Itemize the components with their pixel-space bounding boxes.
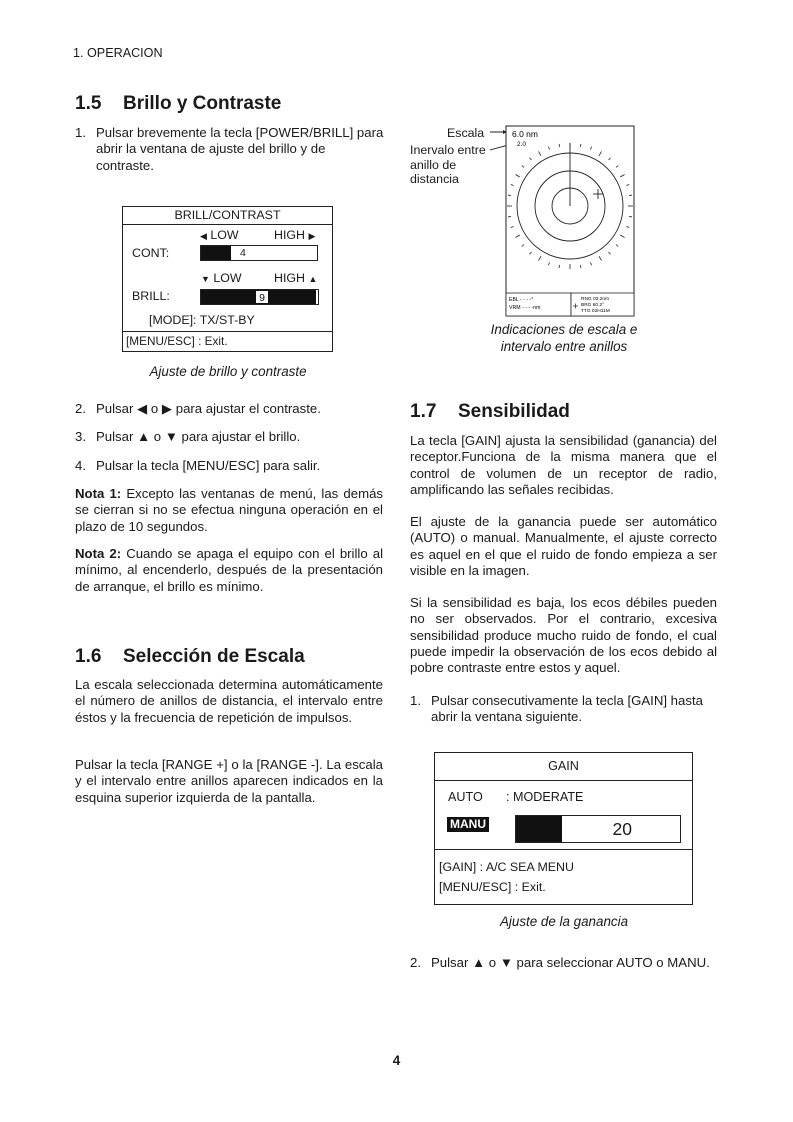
vrm-readout: VRM - - - -nm [509, 305, 541, 311]
section-1-5-heading [75, 93, 281, 115]
cont-high-hint: HIGH ▶ [274, 228, 316, 242]
gain-value: 20 [612, 819, 632, 839]
left-arrow-icon: ◀ [137, 401, 148, 416]
bearing-tick [508, 195, 511, 196]
step-1-5-4 [75, 458, 385, 474]
s16-paragraph-2: Pulsar la tecla [RANGE +] o la [RANGE -]. La escala y el intervalo entre anillos aparecen indicados en la esquina superior izquierda de la pantalla. [75, 757, 383, 805]
right-arrow-icon: ▶ [161, 401, 173, 416]
brg-readout: BRG 60.2° [581, 303, 604, 308]
step-number: 3. [75, 429, 86, 444]
radar-caption: Indicaciones de escala e intervalo entre anillos [490, 322, 638, 354]
manu-option-selected[interactable]: MANU [447, 817, 489, 832]
ebl-readout: EBL - - - -° [509, 297, 534, 303]
step-number: 1. [410, 693, 421, 708]
note-1-text: Excepto las ventanas de menú, las demás se cierran si no se efectua ninguna operación en el plazo de 10 segundos. [75, 486, 384, 534]
auto-value: : MODERATE [506, 790, 584, 804]
note-1-label: Nota 1: [75, 486, 122, 501]
s17-paragraph-2: El ajuste de la ganancia puede ser automático (AUTO) o manual. Manualmente, el ajuste correcto es aquel en el que el ruido de fondo empieza a ser visible en la imagen. [410, 514, 717, 578]
bearing-tick [580, 144, 581, 147]
label-escala: Escala [447, 126, 485, 140]
step-text: Pulsar ◀ o ▶ para ajustar el contraste. [96, 401, 321, 416]
bearing-tick [559, 144, 560, 147]
note-2 [75, 546, 383, 595]
step-text: Pulsar la tecla [MENU/ESC] para salir. [96, 458, 321, 473]
step-number: 4. [75, 458, 86, 473]
window-divider [123, 331, 332, 332]
gain-menu-line: [GAIN] : A/C SEA MENU [439, 860, 574, 874]
section-number: 1.7 [410, 401, 437, 422]
step-text: Pulsar ▲ o ▼ para ajustar el brillo. [96, 429, 301, 444]
gain-caption: Ajuste de la ganancia [499, 914, 629, 929]
contrast-value: 4 [240, 247, 246, 259]
step-1-7-2 [410, 955, 717, 971]
brill-contrast-window [122, 206, 333, 352]
brightness-slider[interactable] [200, 289, 319, 305]
step-1-5-3 [75, 429, 385, 445]
section-number: 1.6 [75, 646, 102, 667]
bearing-tick [580, 265, 581, 268]
up-arrow-icon: ▲ [137, 429, 151, 444]
s16-paragraph-1: La escala seleccionada determina automáticamente el número de anillos de distancia, el intervalo entre éstos y la frecuencia de repetición de impulsos. [75, 677, 383, 725]
bearing-tick [508, 216, 511, 217]
step-1-5-2 [75, 401, 385, 417]
gain-window [434, 752, 693, 905]
ttg-readout: TTG 02H11M [581, 309, 610, 314]
brill-low-hint: ▼ LOW [201, 271, 242, 285]
bearing-tick [629, 195, 632, 196]
section-title: Selección de Escala [123, 646, 305, 667]
radar-display-illustration [490, 124, 636, 320]
section-1-6-heading [75, 646, 305, 668]
step-number: 1. [75, 125, 86, 140]
page-number: 4 [392, 1053, 401, 1068]
down-arrow-icon: ▼ [499, 955, 513, 970]
exit-line: [MENU/ESC] : Exit. [439, 880, 546, 894]
step-text: Pulsar ▲ o ▼ para seleccionar AUTO o MANU. [431, 955, 710, 970]
up-arrow-icon: ▲ [472, 955, 486, 970]
bearing-tick [559, 265, 560, 268]
note-2-label: Nota 2: [75, 546, 122, 561]
section-title: Brillo y Contraste [123, 93, 282, 114]
note-2-text: Cuando se apaga el equipo con el brillo al mínimo, al encenderlo, después de la presentación de arranque, el brillo es mínimo. [75, 546, 383, 594]
window-title: GAIN [435, 753, 692, 781]
cont-low-hint: ◀ LOW [200, 228, 239, 242]
bearing-tick [629, 216, 632, 217]
brightness-value: 9 [255, 290, 269, 304]
brill-caption: Ajuste de brillo y contraste [149, 364, 307, 379]
step-1-7-1 [410, 693, 717, 726]
mode-line: [MODE]: TX/ST-BY [149, 313, 255, 327]
contrast-slider[interactable] [200, 245, 318, 261]
s17-paragraph-1: La tecla [GAIN] ajusta la sensibilidad (ganancia) del receptor.Funciona de la misma manera que el control de volumen de un receptor de radio, amplificando las señales recibidas. [410, 433, 717, 497]
section-1-7-heading [410, 401, 570, 423]
down-arrow-icon: ▼ [164, 429, 178, 444]
running-header: 1. OPERACION [73, 46, 163, 60]
step-number: 2. [410, 955, 421, 970]
contrast-level-fill [201, 246, 231, 260]
brill-high-hint: HIGH ▲ [274, 271, 318, 285]
ring-interval-readout: 2.0 [517, 141, 527, 148]
cont-label: CONT: [132, 246, 170, 260]
label-intervalo: Inervalo entre anillo de distancia [410, 143, 486, 187]
step-text: Pulsar brevemente la tecla [POWER/BRILL] para abrir la ventana de ajuste del brillo y de contraste. [96, 125, 384, 173]
step-1-5-1 [75, 125, 385, 174]
range-readout: 6.0 nm [512, 129, 538, 139]
gain-slider[interactable] [515, 815, 681, 843]
rng-readout: RNG 03.2nm [581, 297, 609, 302]
step-text: Pulsar consecutivamente la tecla [GAIN] hasta abrir la ventana siguiente. [431, 693, 703, 725]
gain-level-fill [516, 816, 562, 842]
brill-label: BRILL: [132, 289, 170, 303]
s17-paragraph-3: Si la sensibilidad es baja, los ecos débiles pueden no ser observados. Por el contrario, excesiva sensibilidad produce mucho ruido de fondo, el cual puede impedir la observación de los ecos debido al pobre contraste entre estos y aquel. [410, 595, 717, 676]
note-1 [75, 486, 383, 535]
section-number: 1.5 [75, 93, 102, 114]
step-number: 2. [75, 401, 86, 416]
section-title: Sensibilidad [458, 401, 570, 422]
window-title: BRILL/CONTRAST [123, 207, 332, 225]
auto-option[interactable]: AUTO [448, 790, 483, 804]
window-divider [435, 849, 692, 850]
exit-line: [MENU/ESC] : Exit. [126, 334, 228, 348]
